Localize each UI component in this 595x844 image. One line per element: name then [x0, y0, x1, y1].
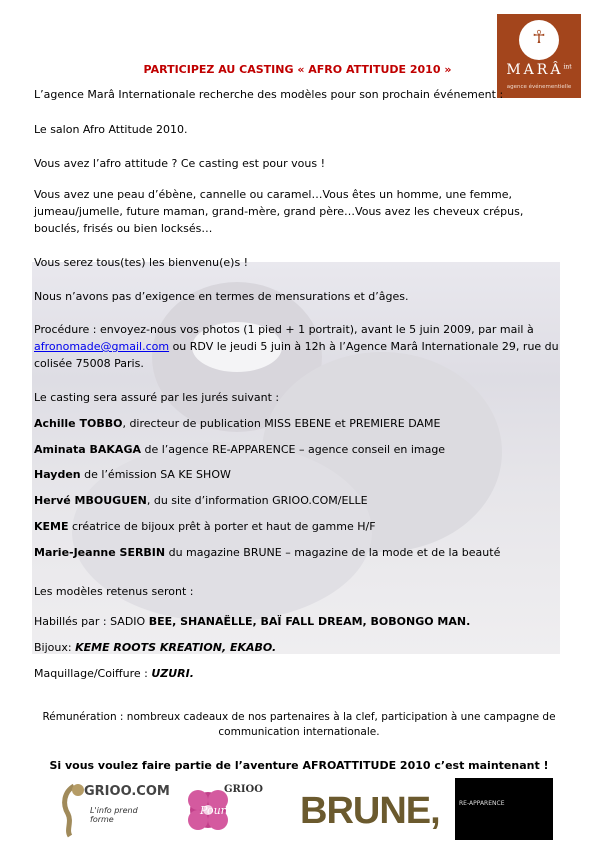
dressed-line: [34, 613, 470, 630]
grioo-text: GRIOO.COM: [84, 784, 170, 799]
jury-item: [34, 492, 368, 509]
procedure-line-1: Procédure : envoyez-nous vos photos (1 pied + 1 portrait), avant le 5 juin 2009, par mail à: [34, 323, 534, 336]
jewels-line: [34, 639, 276, 656]
jury-desc: , directeur de publication MISS EBENE et PREMIERE DAME: [122, 417, 441, 430]
mara-logo: [497, 14, 581, 98]
makeup-value: UZURI.: [151, 667, 194, 680]
event-text: Le salon Afro Attitude 2010.: [34, 123, 188, 136]
welcome-text: Vous serez tous(tes) les bienvenu(e)s !: [34, 256, 249, 269]
jury-name: KEME: [34, 520, 69, 533]
jury-desc: , du site d’information GRIOO.COM/ELLE: [146, 494, 368, 507]
dressed-label: Habillés par : SADIO: [34, 615, 149, 628]
grioo-elle-top: GRIOO: [224, 784, 263, 795]
procedure-line-2: [34, 338, 559, 355]
closing-text: Si vous voulez faire partie de l’aventure AFROATTITUDE 2010 c’est maintenant !: [49, 759, 549, 772]
grioo-pour-elle-logo: [182, 778, 266, 840]
description-text: Vous avez une peau d’ébène, cannelle ou caramel…Vous êtes un homme, une femme, jumeau/jumelle, future maman, grand-mère, grand père…Vous avez les cheveux crépus, bouclés, frisés ou bien locksés…: [34, 188, 524, 235]
intro-text: L’agence Marâ Internationale recherche des modèles pour son prochain événement :: [34, 88, 504, 101]
jury-name: Hervé MBOUGUEN: [34, 494, 147, 507]
jury-item: [34, 441, 445, 458]
requirements-text: Nous n’avons pas d’exigence en termes de mensurations et d’âges.: [34, 290, 409, 303]
procedure-line-3: colisée 75008 Paris.: [34, 357, 144, 370]
procedure-line-2-text: ou RDV le jeudi 5 juin à 12h à l’Agence Marâ Internationale 29, rue du: [169, 340, 559, 353]
jury-intro: Le casting sera assuré par les jurés suivant :: [34, 391, 280, 404]
jury-desc: de l’agence RE-APPARENCE – agence conseil en image: [141, 443, 446, 456]
grioo-logo: [56, 778, 170, 840]
jury-desc: créatrice de bijoux prêt à porter et haut de gamme H/F: [68, 520, 376, 533]
logo-brand-suffix: int: [563, 63, 572, 71]
jury-name: Achille TOBBO: [34, 417, 123, 430]
logo-brand-text: MARÂ: [506, 62, 564, 78]
dressed-value: BEE, SHANAËLLE, BAÏ FALL DREAM, BOBONGO MAN.: [148, 615, 471, 628]
logo-symbol-icon: ☥: [532, 27, 546, 48]
jury-item: [34, 544, 500, 561]
jewels-label: Bijoux:: [34, 641, 76, 654]
jury-desc: de l’émission SA KE SHOW: [80, 468, 231, 481]
brune-text: BRUNE,: [300, 790, 440, 832]
remuneration-text: Rémunération : nombreux cadeaux de nos partenaires à la clef, participation à une campagne de communication internationale.: [42, 711, 556, 738]
email-link[interactable]: afronomade@gmail.com: [34, 340, 170, 353]
jury-item: [34, 518, 376, 535]
retained-intro: Les modèles retenus seront :: [34, 585, 194, 598]
jury-item: [34, 466, 231, 483]
jury-name: Marie-Jeanne SERBIN: [34, 546, 166, 559]
brune-logo: [300, 778, 450, 840]
jury-item: [34, 415, 440, 432]
jury-name: Hayden: [34, 468, 81, 481]
reapparence-logo: [455, 778, 553, 840]
attitude-text: Vous avez l’afro attitude ? Ce casting est pour vous !: [34, 157, 325, 170]
grioo-tagline: L'info prend forme: [90, 806, 138, 824]
makeup-label: Maquillage/Coiffure :: [34, 667, 152, 680]
reapparence-text: RE-APPARENCE: [459, 800, 505, 807]
makeup-line: [34, 665, 194, 682]
page-title: PARTICIPEZ AU CASTING « AFRO ATTITUDE 2010 »: [143, 63, 452, 76]
pour-elle-text: Pour elle: [200, 804, 250, 817]
jury-desc: du magazine BRUNE – magazine de la mode et de la beauté: [165, 546, 501, 559]
jury-name: Aminata BAKAGA: [34, 443, 141, 456]
jewels-value: KEME ROOTS KREATION, EKABO.: [75, 641, 277, 654]
logo-tagline: agence événementielle: [506, 84, 572, 90]
